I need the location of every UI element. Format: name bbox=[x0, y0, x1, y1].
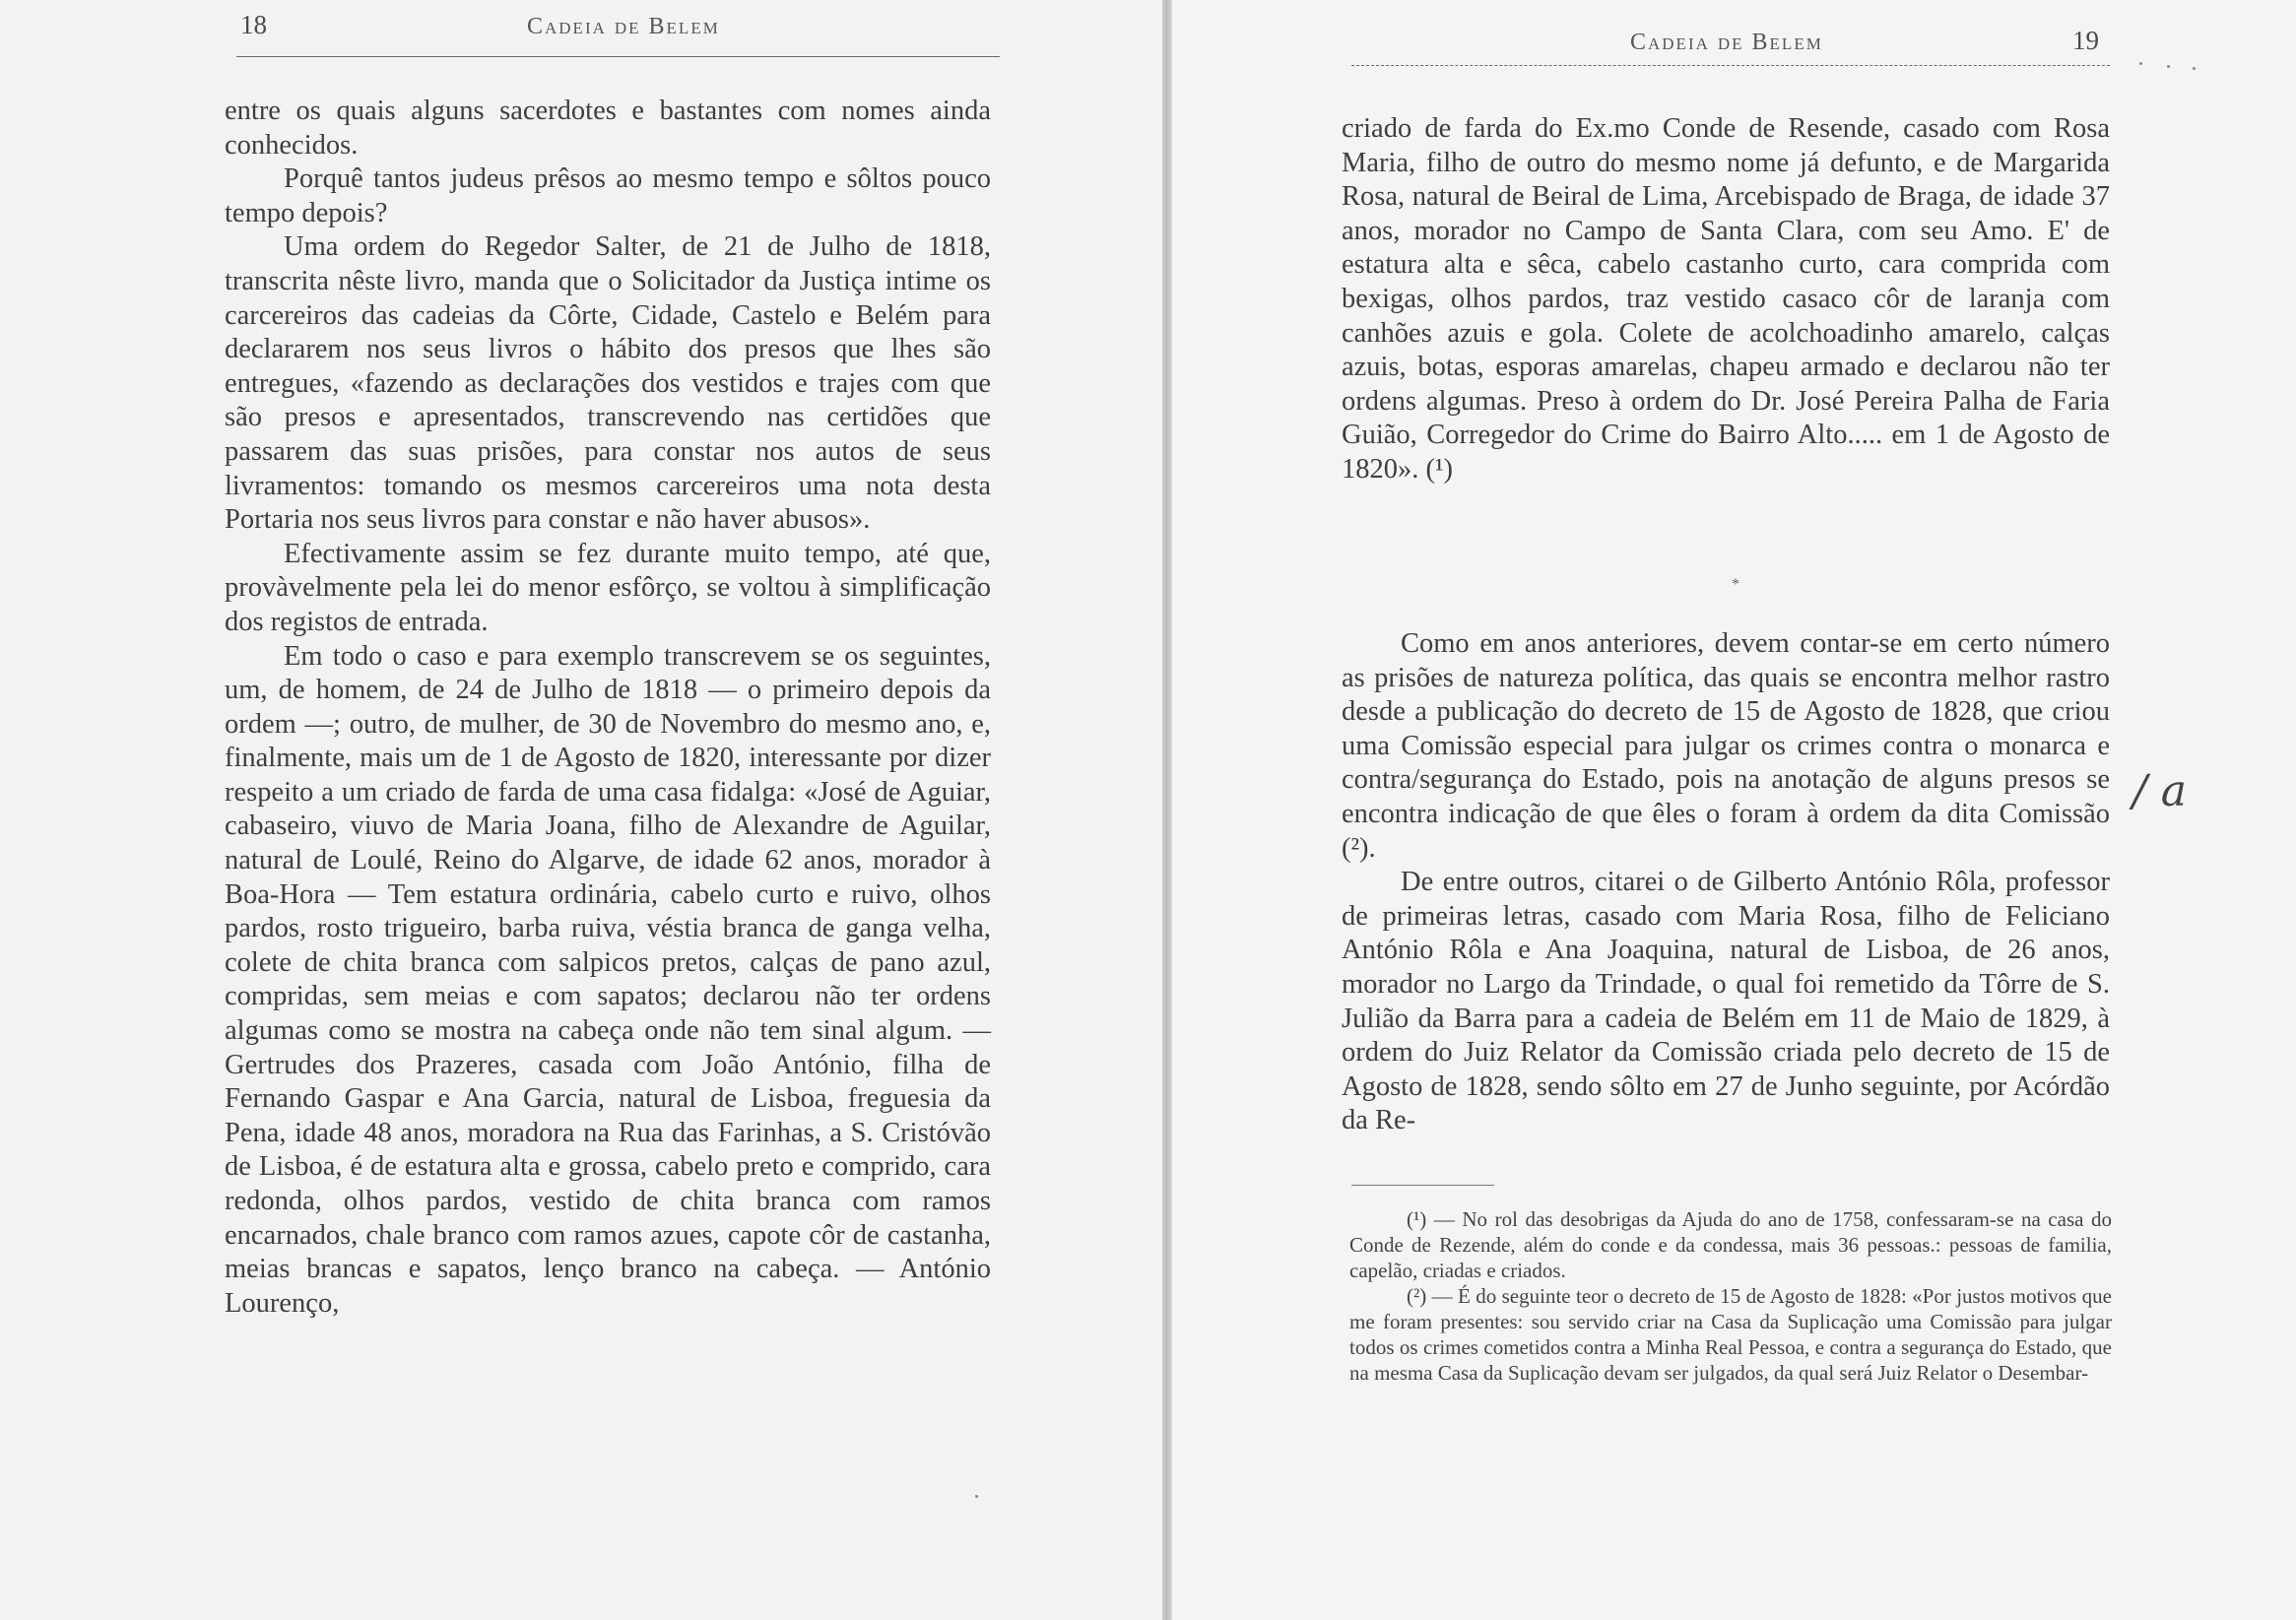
left-header-rule bbox=[236, 56, 1000, 57]
right-page-body-main bbox=[1342, 627, 2110, 1138]
right-page-body-top bbox=[1342, 112, 2110, 487]
paragraph: Porquê tantos judeus prêsos ao mesmo tempo e sôltos pouco tempo depois? bbox=[225, 163, 991, 228]
footnote: (¹) — No rol das desobrigas da Ajuda do ano de 1758, confessaram-se na casa do Conde de Rezende, além do conde e da condessa, mais 36 pessoas.: pessoas de familia, capelão, criadas e criados. bbox=[1349, 1207, 2112, 1282]
paragraph: criado de farda do Ex.mo Conde de Resende, casado com Rosa Maria, filho de outro do mesmo nome já defunto, e de Margarida Rosa, natural de Beiral de Lima, Arcebispado de Braga, de idade 37 anos, morador no Campo de Santa Clara, com seu Amo. E' de estatura alta e sêca, cabelo castanho curto, cara comprida com bexigas, olhos pardos, traz vestido casaco côr de laranja com canhões azuis e gola. Colete de acolchoadinho amarelo, calças azuis, botas, esporas amarelas, chapeu armado e declarou não ter ordens algumas. Preso à ordem do Dr. José Pereira Palha de Faria Guião, Corregedor do Crime do Bairro Alto..... em 1 de Agosto de 1820». (¹) bbox=[1342, 113, 2110, 485]
handwritten-margin-note: / a bbox=[2132, 766, 2188, 816]
left-page-number: 18 bbox=[240, 10, 267, 39]
paragraph: De entre outros, citarei o de Gilberto António Rôla, professor de primeiras letras, casado com Maria Rosa, filho de Feliciano António Rôla e Ana Joaquina, natural de Lisboa, de 26 anos, morador no Largo da Trindade, o qual foi remetido da Tôrre de S. Julião da Barra para a cadeia de Belém em 11 de Maio de 1829, à ordem do Juiz Relator da Comissão criada pelo decreto de 15 de Agosto de 1828, sendo sôlto em 27 de Junho seguinte, por Acórdão da Re- bbox=[1342, 867, 2110, 1136]
paragraph: Efectivamente assim se fez durante muito tempo, até que, provàvelmente pela lei do menor esfôrço, se voltou à simplificação dos registos de entrada. bbox=[225, 538, 991, 637]
section-separator: * bbox=[1732, 576, 1739, 593]
right-running-head: Cadeia de Belem bbox=[1630, 30, 1823, 55]
paragraph: Como em anos anteriores, devem contar-se em certo número as prisões de natureza política, das quais se encontra melhor rastro desde a publicação do decreto de 15 de Agosto de 1828, que criou uma Comissão especial para julgar os crimes contra o monarca e contra/segurança do Estado, pois na anotação de alguns presos se encontra indicação de que êles o foram à ordem da dita Comissão (²). bbox=[1342, 628, 2110, 864]
footnote-rule bbox=[1351, 1185, 1494, 1186]
right-header-rule bbox=[1351, 65, 2110, 66]
paragraph: entre os quais alguns sacerdotes e bastantes com nomes ainda conhecidos. bbox=[225, 96, 991, 161]
paragraph: Uma ordem do Regedor Salter, de 21 de Julho de 1818, transcrita nêste livro, manda que o Solicitador da Justiça intime os carcereiros das cadeias da Côrte, Cidade, Castelo e Belém para declararem nos seus livros o hábito dos presos que lhes são entregues, «fazendo as declarações dos vestidos e trajes com que são presos e apresentados, transcrevendo nas certidões que passarem das suas prisões, para constar nos autos de seus livramentos: tomando os mesmos carcereiros uma nota desta Portaria nos seus livros para constar e não haver abusos». bbox=[225, 231, 991, 536]
book-gutter bbox=[1162, 0, 1172, 1620]
scan-speck bbox=[2193, 67, 2196, 70]
left-page-body bbox=[225, 95, 991, 1321]
scan-speck bbox=[2139, 62, 2142, 65]
footnote: (²) — É do seguinte teor o decreto de 15 de Agosto de 1828: «Por justos motivos que me foram presentes: sou servido criar na Casa da Suplicação uma Comissão para julgar todos os crimes cometidos contra a Minha Real Pessoa, e contra a segurança do Estado, que na mesma Casa da Suplicação devam ser julgados, da qual será Juiz Relator o Desembar- bbox=[1349, 1284, 2112, 1385]
paragraph: Em todo o caso e para exemplo transcrevem se os seguintes, um, de homem, de 24 de Julho de 1818 — o primeiro depois da ordem —; outro, de mulher, de 30 de Novembro do mesmo ano, e, finalmente, mais um de 1 de Agosto de 1820, interessante por dizer respeito a um criado de farda de uma casa fidalga: «José de Aguiar, cabaseiro, viuvo de Maria Joana, filho de Alexandre de Aguilar, natural de Loulé, Reino do Algarve, de idade 62 anos, morador à Boa-Hora — Tem estatura ordinária, cabelo curto e ruivo, olhos pardos, rosto trigueiro, barba ruiva, véstia branca de ganga velha, colete de chita branca com salpicos pretos, calças de pano azul, compridas, sem meias e com sapatos; declarou não ter ordens algumas como se mostra na cabeça onde não tem sinal algum. — Gertrudes dos Prazeres, casada com João António, filha de Fernando Gaspar e Ana Garcia, natural de Lisboa, freguesia da Pena, idade 48 anos, moradora na Rua das Farinhas, a S. Cristóvão de Lisboa, é de estatura alta e grossa, cabelo preto e comprido, cara redonda, olhos pardos, vestido de chita branca com ramos encarnados, chale branco com ramos azues, capote côr de castanha, meias brancas e sapatos, lenço branco na cabeça. — António Lourenço, bbox=[225, 640, 991, 1319]
left-running-head: Cadeia de Belem bbox=[527, 14, 720, 39]
footnotes bbox=[1349, 1206, 2112, 1386]
scan-speck bbox=[975, 1495, 978, 1498]
right-page-number: 19 bbox=[2072, 26, 2099, 55]
scan-speck bbox=[2167, 65, 2170, 68]
